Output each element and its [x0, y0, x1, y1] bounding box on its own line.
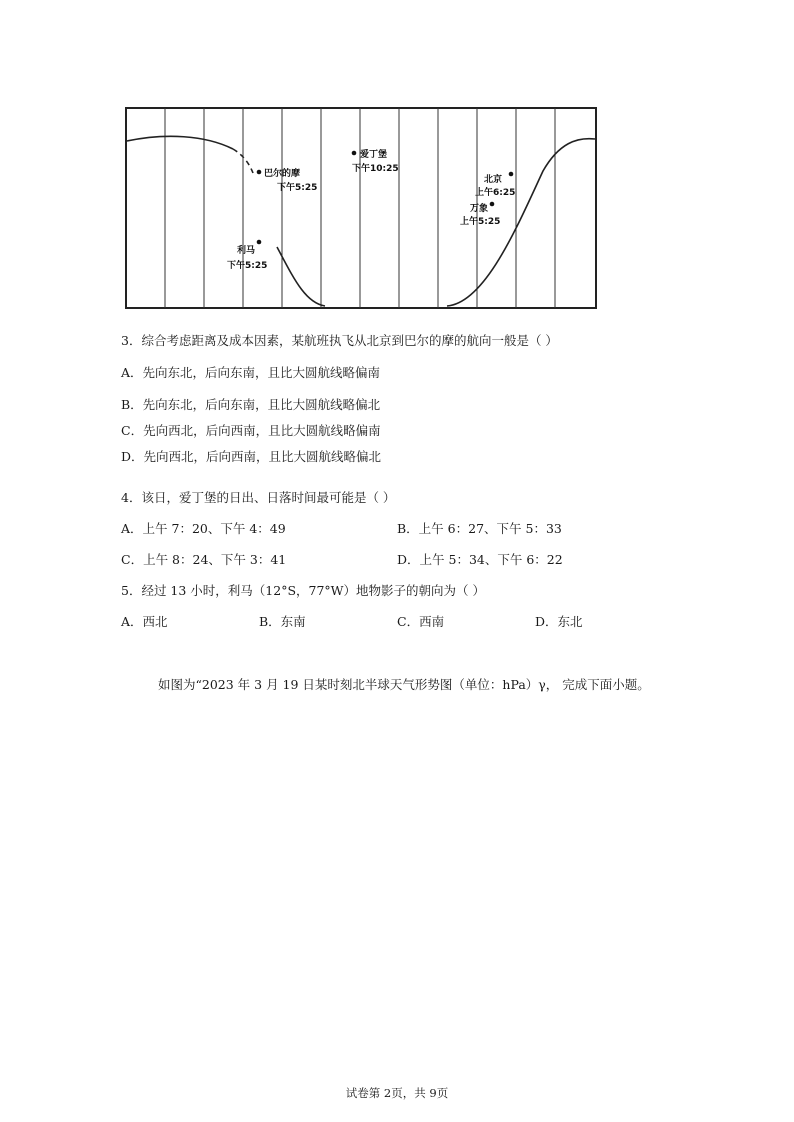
svg-text:爱丁堡: 爱丁堡	[360, 150, 388, 160]
svg-text:万象: 万象	[470, 204, 489, 214]
q4-option-b[interactable]: B．上午 6：27、下午 5：33	[397, 521, 562, 536]
svg-text:下午5:25: 下午5:25	[277, 183, 318, 193]
next-section-intro: 如图为“2023 年 3 月 19 日某时刻北半球天气形势图（单位：hPa）γ， 完成下面小题。	[158, 677, 650, 692]
question-5-stem: 5．经过 13 小时，利马（12°S，77°W）地物影子的朝向为（ ）	[121, 583, 486, 598]
svg-text:巴尔的摩: 巴尔的摩	[264, 169, 301, 179]
q4-option-a[interactable]: A．上午 7：20、下午 4：49	[121, 521, 286, 536]
q3-option-a[interactable]: A．先向东北，后向东南，且比大圆航线略偏南	[121, 365, 381, 380]
question-3-stem: 3．综合考虑距离及成本因素，某航班执飞从北京到巴尔的摩的航向一般是（ ）	[121, 333, 558, 348]
q3-option-b[interactable]: B．先向东北，后向东南，且比大圆航线略偏北	[121, 397, 381, 412]
q3-option-c[interactable]: C．先向西北，后向西南，且比大圆航线略偏南	[121, 423, 381, 438]
svg-text:下午5:25: 下午5:25	[227, 261, 268, 271]
svg-text:上午6:25: 上午6:25	[475, 188, 516, 198]
question-4-stem: 4．该日，爱丁堡的日出、日落时间最可能是（ ）	[121, 490, 396, 505]
q5-option-d[interactable]: D．东北	[535, 614, 583, 629]
q5-option-a[interactable]: A．西北	[121, 614, 168, 629]
svg-text:北京: 北京	[484, 175, 503, 185]
q4-option-d[interactable]: D．上午 5：34、下午 6：22	[397, 552, 563, 567]
svg-text:上午5:25: 上午5:25	[460, 217, 501, 227]
q4-option-c[interactable]: C．上午 8：24、下午 3：41	[121, 552, 287, 567]
q5-option-b[interactable]: B．东南	[259, 614, 306, 629]
page-footer: 试卷第 2页，共 9页	[345, 1086, 449, 1100]
svg-text:下午10:25: 下午10:25	[352, 164, 399, 174]
svg-text:利马: 利马	[237, 246, 256, 256]
q3-option-d[interactable]: D．先向西北，后向西南，且比大圆航线略偏北	[121, 449, 382, 464]
daylight-map-figure	[125, 107, 597, 309]
q5-option-c[interactable]: C．西南	[397, 614, 445, 629]
